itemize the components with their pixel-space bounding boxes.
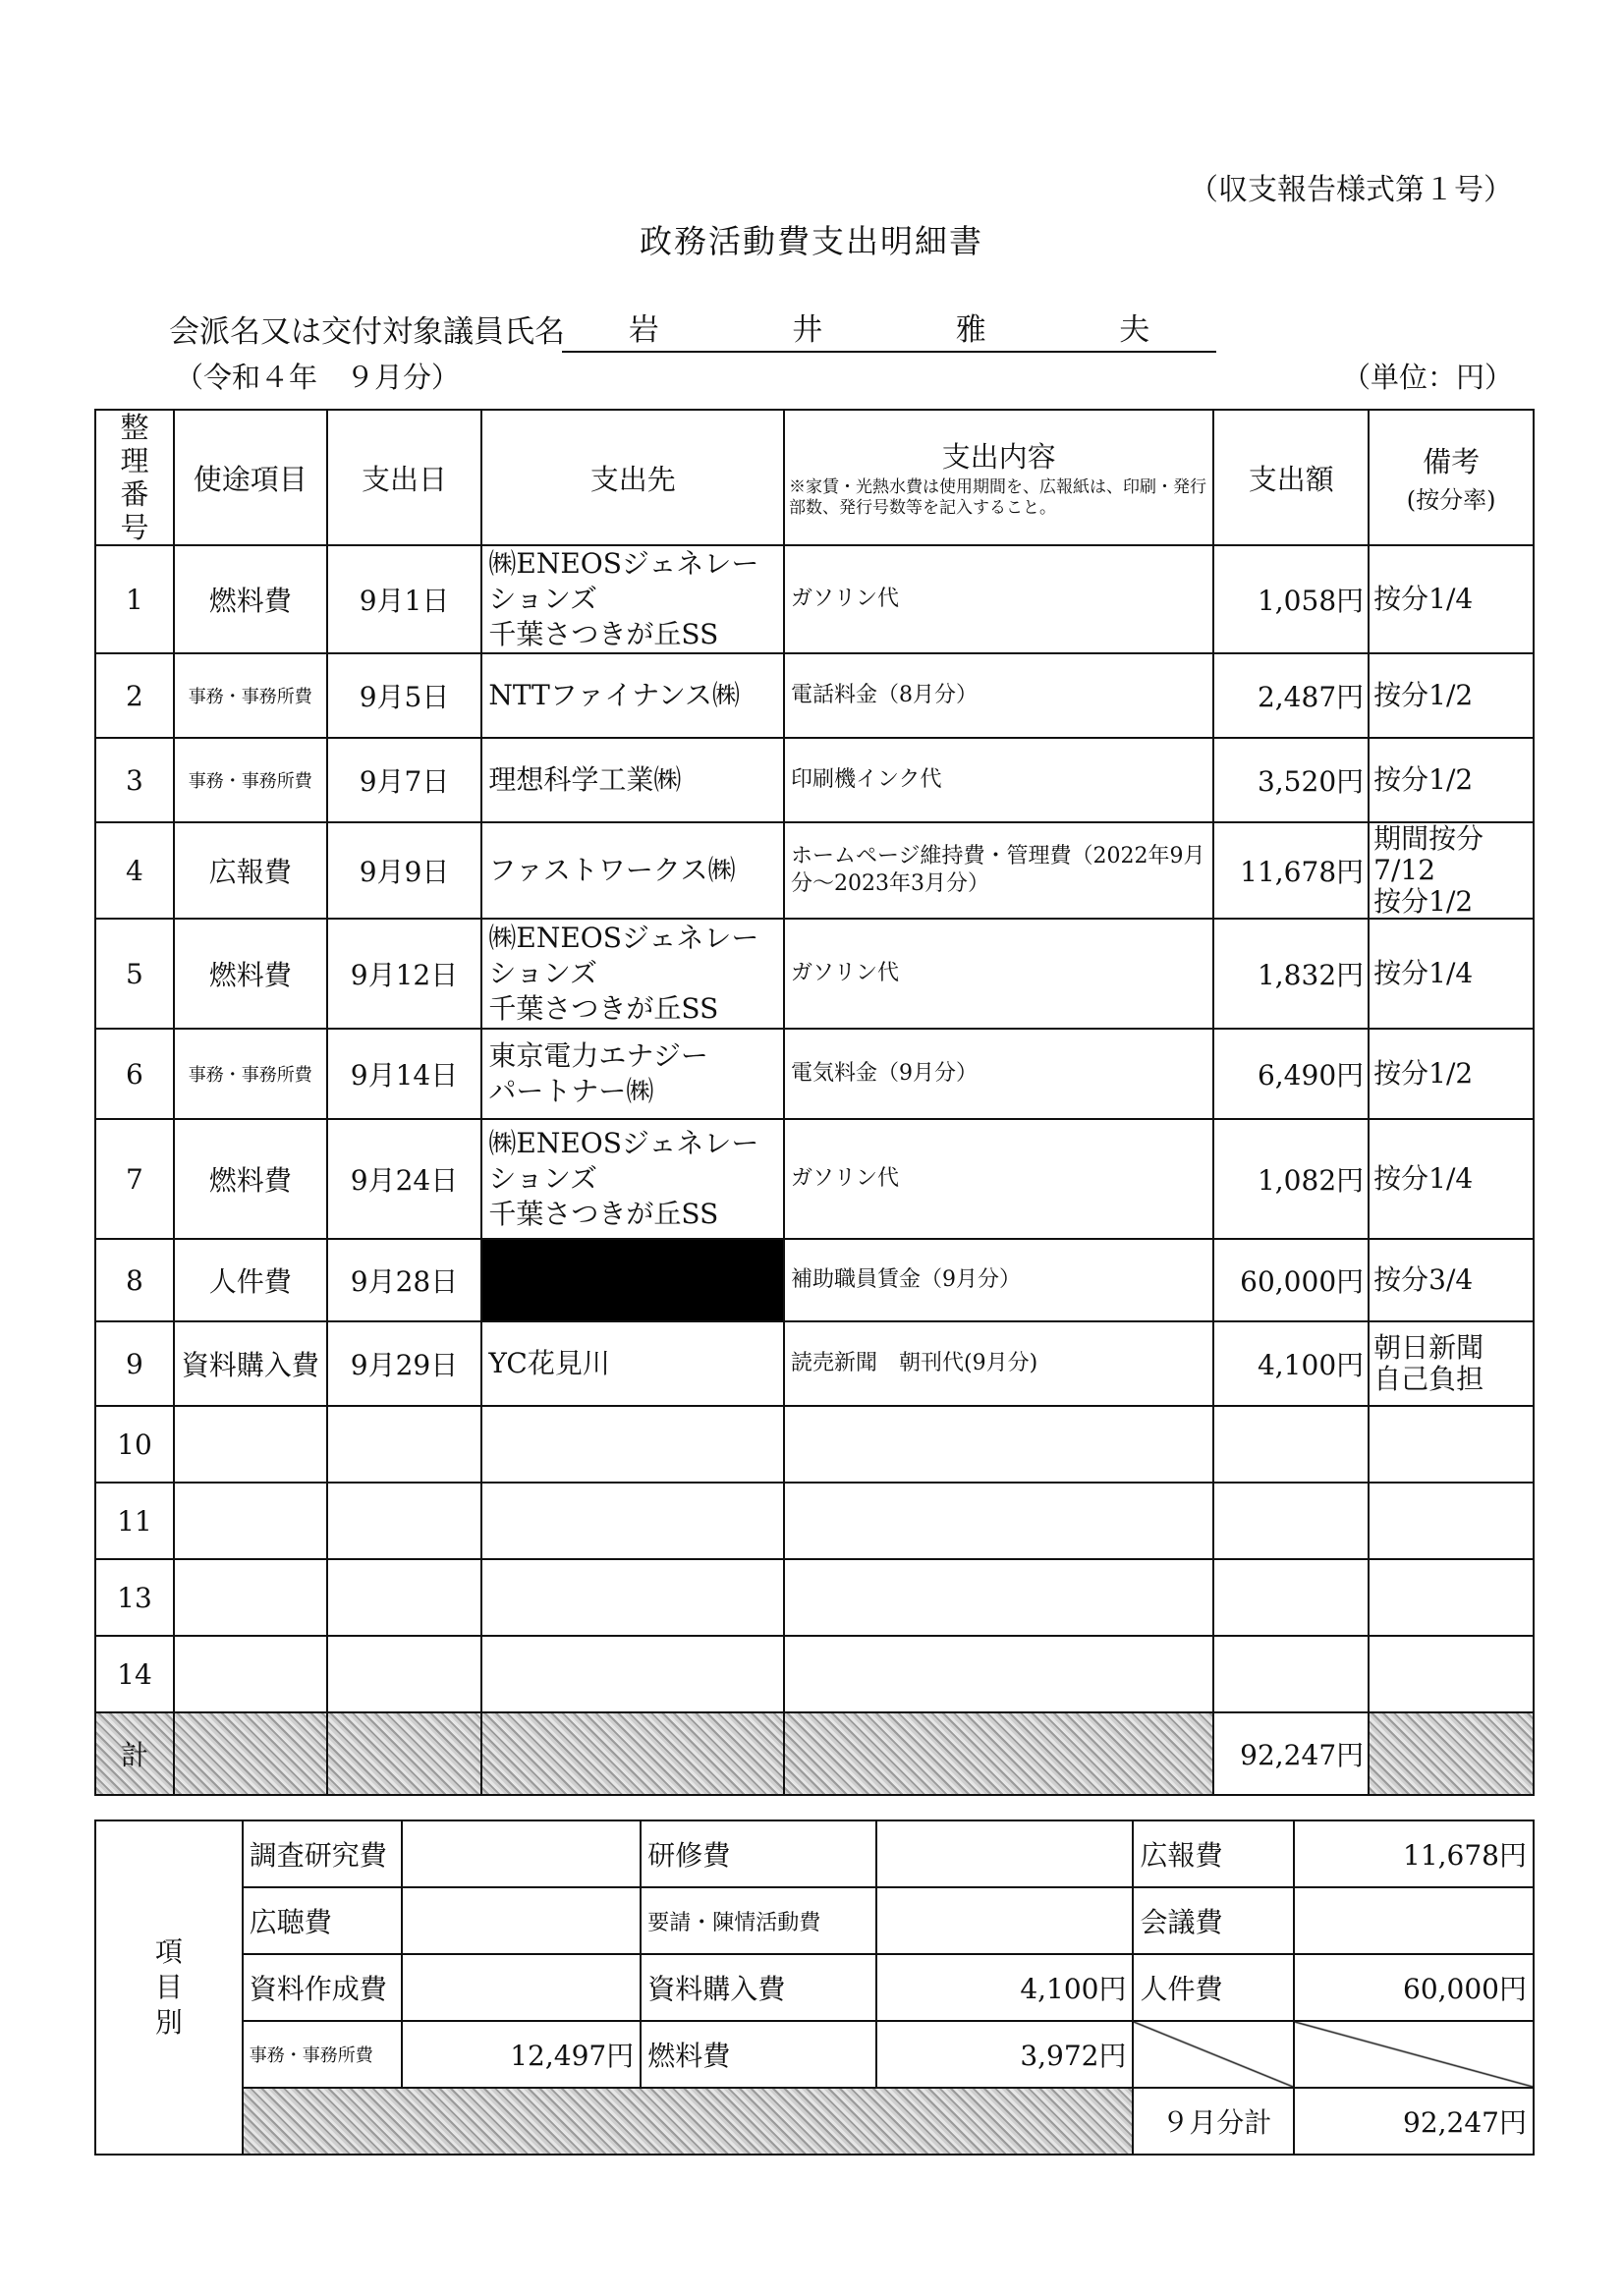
label-docs-make: 資料作成費 [243, 1954, 402, 2021]
row-payee [481, 1119, 784, 1239]
table-row [95, 653, 1534, 738]
remark-line: 朝日新聞 [1373, 1331, 1484, 1364]
label-training: 研修費 [641, 1820, 876, 1887]
remark-line: 按分3/4 [1373, 1263, 1474, 1296]
value-petition [876, 1887, 1134, 1954]
row-purpose: 広報費 [174, 822, 327, 919]
row-amount [1213, 1406, 1369, 1483]
value-meeting [1294, 1887, 1534, 1954]
row-content: ホームページ維持費・管理費（2022年9月分～2023年3月分） [784, 822, 1213, 919]
row-payee [481, 738, 784, 822]
row-remarks [1369, 1321, 1534, 1406]
row-purpose: 燃料費 [174, 1119, 327, 1239]
row-date: 9月7日 [327, 738, 482, 822]
label-office: 事務・事務所費 [243, 2021, 402, 2088]
payee-line: NTTファイナンス㈱ [488, 679, 740, 711]
page-title: 政務活動費支出明細書 [640, 222, 983, 260]
side-label-char: 項 [154, 1935, 183, 1968]
row-amount: 1,058円 [1213, 545, 1369, 653]
table-row [95, 1406, 1534, 1483]
remark-line: 自己負担 [1373, 1363, 1484, 1395]
period: （令和４年 ９月分） [175, 361, 461, 394]
row-no: 3 [95, 738, 174, 822]
diagonal-empty-cell [1294, 2021, 1534, 2088]
row-amount: 60,000円 [1213, 1239, 1369, 1321]
row-content [784, 1483, 1213, 1559]
header-amount: 支出額 [1213, 410, 1369, 545]
table-row [95, 1239, 1534, 1321]
row-amount: 1,082円 [1213, 1119, 1369, 1239]
row-remarks [1369, 545, 1534, 653]
header-remarks-title: 備考 [1423, 445, 1481, 478]
table-row [95, 545, 1534, 653]
header-payee: 支出先 [481, 410, 784, 545]
row-content [784, 1559, 1213, 1636]
row-content: 補助職員賃金（9月分） [784, 1239, 1213, 1321]
row-date [327, 1636, 482, 1712]
payee-line: ファストワークス㈱ [488, 854, 736, 886]
member-name-char: 雅 [955, 312, 986, 348]
remark-line: 按分1/2 [1373, 763, 1474, 796]
header-remarks [1369, 410, 1534, 545]
row-purpose [174, 1559, 327, 1636]
row-amount [1213, 1636, 1369, 1712]
row-remarks [1369, 919, 1534, 1029]
diagonal-empty-cell [1133, 2021, 1294, 2088]
row-remarks [1369, 822, 1534, 919]
payee-line: 理想科学工業㈱ [488, 763, 682, 796]
row-remarks [1369, 1119, 1534, 1239]
row-remarks [1369, 1029, 1534, 1119]
row-payee [481, 822, 784, 919]
total-label: 計 [95, 1712, 174, 1795]
row-amount: 2,487円 [1213, 653, 1369, 738]
row-date: 9月14日 [327, 1029, 482, 1119]
side-label-char: 別 [154, 2006, 183, 2039]
category-side-label [95, 1820, 243, 2155]
header-purpose: 使途項目 [174, 410, 327, 545]
redacted-payee [481, 1239, 784, 1321]
row-content: ガソリン代 [784, 545, 1213, 653]
shaded-cell [327, 1712, 482, 1795]
row-payee [481, 1483, 784, 1559]
row-remarks [1369, 1239, 1534, 1321]
row-content [784, 1406, 1213, 1483]
header-date: 支出日 [327, 410, 482, 545]
row-amount: 4,100円 [1213, 1321, 1369, 1406]
value-docs-buy: 4,100円 [876, 1954, 1134, 2021]
payee-line: 千葉さつきが丘SS [488, 992, 719, 1025]
row-amount [1213, 1483, 1369, 1559]
payee-line: ションズ [488, 583, 598, 615]
row-no: 5 [95, 919, 174, 1029]
row-amount: 3,520円 [1213, 738, 1369, 822]
table-row [95, 1559, 1534, 1636]
row-date: 9月5日 [327, 653, 482, 738]
member-name [562, 305, 1216, 353]
table-row [95, 738, 1534, 822]
shaded-cell [784, 1712, 1213, 1795]
label-personnel: 人件費 [1133, 1954, 1294, 2021]
row-purpose: 燃料費 [174, 545, 327, 653]
remark-line: 按分1/4 [1373, 957, 1474, 989]
category-summary-table [94, 1820, 1535, 2156]
row-date: 9月29日 [327, 1321, 482, 1406]
row-amount: 6,490円 [1213, 1029, 1369, 1119]
member-name-char: 井 [792, 312, 823, 348]
remark-line: 按分1/4 [1373, 1162, 1474, 1195]
row-amount: 1,832円 [1213, 919, 1369, 1029]
member-name-char: 夫 [1119, 312, 1150, 348]
label-petition: 要請・陳情活動費 [641, 1887, 876, 1954]
row-no: 13 [95, 1559, 174, 1636]
row-date [327, 1406, 482, 1483]
row-remarks [1369, 1636, 1534, 1712]
member-label: 会派名又は交付対象議員氏名 [169, 314, 565, 350]
value-personnel: 60,000円 [1294, 1954, 1534, 2021]
row-no: 4 [95, 822, 174, 919]
row-no: 2 [95, 653, 174, 738]
unit-label: （単位：円） [1341, 361, 1513, 394]
row-remarks [1369, 1559, 1534, 1636]
table-row [95, 1321, 1534, 1406]
label-docs-buy: 資料購入費 [641, 1954, 876, 2021]
row-remarks [1369, 653, 1534, 738]
row-purpose: 事務・事務所費 [174, 653, 327, 738]
label-month-total: ９月分計 [1133, 2088, 1294, 2155]
row-purpose: 人件費 [174, 1239, 327, 1321]
header-content [784, 410, 1213, 545]
label-pr: 広報費 [1133, 1820, 1294, 1887]
row-payee [481, 1559, 784, 1636]
row-purpose: 資料購入費 [174, 1321, 327, 1406]
row-content: 電気料金（9月分） [784, 1029, 1213, 1119]
table-row [95, 822, 1534, 919]
value-docs-make [402, 1954, 642, 2021]
payee-line: ㈱ENEOSジェネレー [488, 547, 759, 580]
row-payee [481, 1406, 784, 1483]
row-date [327, 1483, 482, 1559]
value-fuel: 3,972円 [876, 2021, 1134, 2088]
row-content: 印刷機インク代 [784, 738, 1213, 822]
table-row [95, 919, 1534, 1029]
row-date [327, 1559, 482, 1636]
row-purpose [174, 1483, 327, 1559]
total-amount: 92,247円 [1213, 1712, 1369, 1795]
payee-line: 千葉さつきが丘SS [488, 1198, 719, 1230]
row-payee [481, 1636, 784, 1712]
row-no: 9 [95, 1321, 174, 1406]
row-payee [481, 1321, 784, 1406]
header-remarks-sub: (按分率) [1406, 486, 1496, 514]
header-content-note: ※家賃・光熱水費は使用期間を、広報紙は、印刷・発行部数、発行号数等を記入すること。 [789, 476, 1206, 518]
header-row [95, 410, 1534, 545]
row-date: 9月28日 [327, 1239, 482, 1321]
header-no: 整理番号 [95, 410, 174, 545]
value-month-total: 92,247円 [1294, 2088, 1534, 2155]
value-training [876, 1820, 1134, 1887]
remark-line: 7/12 [1373, 854, 1436, 886]
remark-line: 按分1/2 [1373, 885, 1474, 918]
label-fuel: 燃料費 [641, 2021, 876, 2088]
payee-line: YC花見川 [488, 1347, 610, 1379]
row-remarks [1369, 738, 1534, 822]
label-meeting: 会議費 [1133, 1887, 1294, 1954]
shaded-cell [243, 2088, 1134, 2155]
row-no: 8 [95, 1239, 174, 1321]
payee-line: 東京電力エナジー [488, 1039, 708, 1072]
row-payee [481, 1029, 784, 1119]
remark-line: 按分1/4 [1373, 583, 1474, 615]
shaded-cell [174, 1712, 327, 1795]
payee-line: ㈱ENEOSジェネレー [488, 1127, 759, 1159]
table-row [95, 1119, 1534, 1239]
payee-line: ションズ [488, 957, 598, 989]
payee-line: ㈱ENEOSジェネレー [488, 922, 759, 954]
row-no: 1 [95, 545, 174, 653]
row-purpose [174, 1406, 327, 1483]
table-row [95, 1029, 1534, 1119]
row-content [784, 1636, 1213, 1712]
row-purpose: 事務・事務所費 [174, 738, 327, 822]
payee-line: ションズ [488, 1162, 598, 1195]
row-no: 7 [95, 1119, 174, 1239]
label-hearing: 広聴費 [243, 1887, 402, 1954]
row-payee [481, 653, 784, 738]
row-date: 9月9日 [327, 822, 482, 919]
row-no: 11 [95, 1483, 174, 1559]
form-number: （収支報告様式第１号） [1189, 173, 1513, 207]
row-purpose: 事務・事務所費 [174, 1029, 327, 1119]
payee-line: パートナー㈱ [488, 1075, 654, 1107]
value-office: 12,497円 [402, 2021, 642, 2088]
row-content: ガソリン代 [784, 919, 1213, 1029]
remark-line: 按分1/2 [1373, 1057, 1474, 1090]
row-payee [481, 545, 784, 653]
member-name-char: 岩 [628, 312, 659, 348]
value-hearing [402, 1887, 642, 1954]
row-content: 読売新聞 朝刊代(9月分) [784, 1321, 1213, 1406]
value-pr: 11,678円 [1294, 1820, 1534, 1887]
remark-line: 期間按分 [1373, 822, 1484, 855]
label-research: 調査研究費 [243, 1820, 402, 1887]
row-date: 9月1日 [327, 545, 482, 653]
row-remarks [1369, 1483, 1534, 1559]
total-row [95, 1712, 1534, 1795]
row-amount: 11,678円 [1213, 822, 1369, 919]
side-label-char: 目 [154, 1971, 183, 2003]
payee-line: 千葉さつきが丘SS [488, 618, 719, 650]
row-amount [1213, 1559, 1369, 1636]
row-purpose: 燃料費 [174, 919, 327, 1029]
row-no: 6 [95, 1029, 174, 1119]
expense-table [94, 409, 1535, 1796]
row-no: 10 [95, 1406, 174, 1483]
row-date: 9月12日 [327, 919, 482, 1029]
shaded-cell [481, 1712, 784, 1795]
table-row [95, 1636, 1534, 1712]
header-content-title: 支出内容 [941, 439, 1056, 474]
row-no: 14 [95, 1636, 174, 1712]
row-date: 9月24日 [327, 1119, 482, 1239]
row-content: 電話料金（8月分） [784, 653, 1213, 738]
value-research [402, 1820, 642, 1887]
table-row [95, 1483, 1534, 1559]
shaded-cell [1369, 1712, 1534, 1795]
row-content: ガソリン代 [784, 1119, 1213, 1239]
row-payee [481, 919, 784, 1029]
row-purpose [174, 1636, 327, 1712]
row-remarks [1369, 1406, 1534, 1483]
remark-line: 按分1/2 [1373, 679, 1474, 711]
